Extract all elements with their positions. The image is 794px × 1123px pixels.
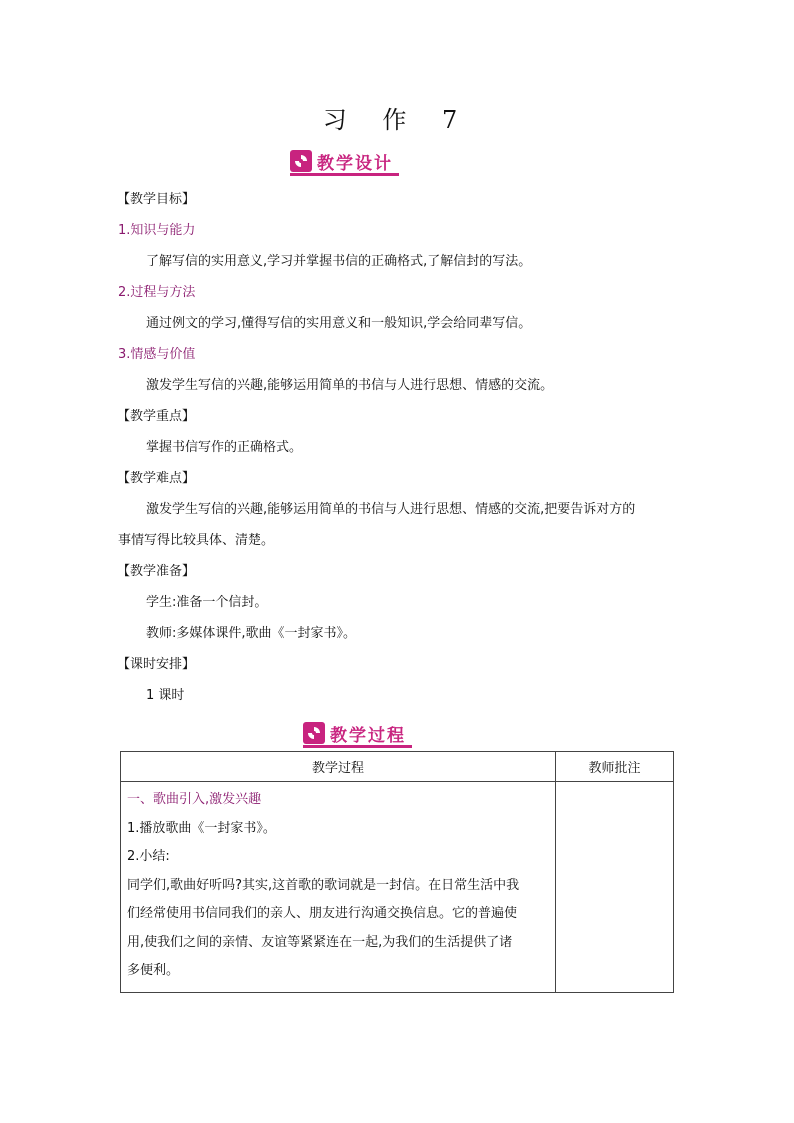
banner-title: 教学过程 — [330, 725, 406, 746]
goal3-title: 3.情感与价值 — [118, 347, 196, 362]
difficulty-text-line1: 激发学生写信的兴趣,能够运用简单的书信与人进行思想、情感的交流,把要告诉对方的 — [146, 502, 636, 517]
swirl-logo-icon — [290, 150, 312, 172]
prep-teacher: 教师:多媒体课件,歌曲《一封家书》。 — [146, 626, 357, 641]
prep-header: 【教学准备】 — [117, 564, 196, 579]
teaching-design-banner — [290, 149, 393, 173]
summary-line: 多便利。 — [127, 963, 180, 978]
difficulty-header: 【教学难点】 — [117, 471, 196, 486]
key-text: 掌握书信写作的正确格式。 — [146, 440, 303, 455]
schedule-header: 【课时安排】 — [117, 657, 196, 672]
col-header-notes: 教师批注 — [556, 752, 674, 782]
summary-line: 同学们,歌曲好听吗?其实,这首歌的歌词就是一封信。在日常生活中我 — [127, 877, 520, 893]
page-title: 习 作 7 — [322, 106, 472, 134]
goal1-text: 了解写信的实用意义,学习并掌握书信的正确格式,了解信封的写法。 — [146, 254, 532, 269]
process-table — [120, 751, 674, 993]
summary-line: 用,使我们之间的亲情、友谊等紧紧连在一起,为我们的生活提供了诸 — [127, 934, 513, 950]
schedule-text: 1 课时 — [146, 688, 185, 703]
goal1-title: 1.知识与能力 — [118, 223, 196, 238]
difficulty-text-line2: 事情写得比较具体、清楚。 — [118, 533, 275, 548]
col-header-process: 教学过程 — [121, 752, 556, 782]
teaching-process-banner — [303, 721, 406, 745]
goal2-text: 通过例文的学习,懂得写信的实用意义和一般知识,学会给同辈写信。 — [146, 316, 532, 331]
banner-title: 教学设计 — [317, 153, 393, 174]
key-header: 【教学重点】 — [117, 409, 196, 424]
summary-line: 们经常使用书信同我们的亲人、朋友进行沟通交换信息。它的普遍使 — [127, 906, 518, 921]
swirl-logo-icon — [303, 722, 325, 744]
list-item: 2.小结: — [127, 849, 170, 864]
goal2-title: 2.过程与方法 — [118, 285, 196, 300]
notes-cell — [556, 782, 674, 993]
goal3-text: 激发学生写信的兴趣,能够运用简单的书信与人进行思想、情感的交流。 — [146, 378, 554, 393]
list-item: 1.播放歌曲《一封家书》。 — [127, 820, 276, 836]
goals-header: 【教学目标】 — [117, 192, 196, 207]
process-cell — [121, 782, 556, 993]
prep-student: 学生:准备一个信封。 — [146, 595, 268, 610]
section-title: 一、歌曲引入,激发兴趣 — [127, 792, 262, 807]
